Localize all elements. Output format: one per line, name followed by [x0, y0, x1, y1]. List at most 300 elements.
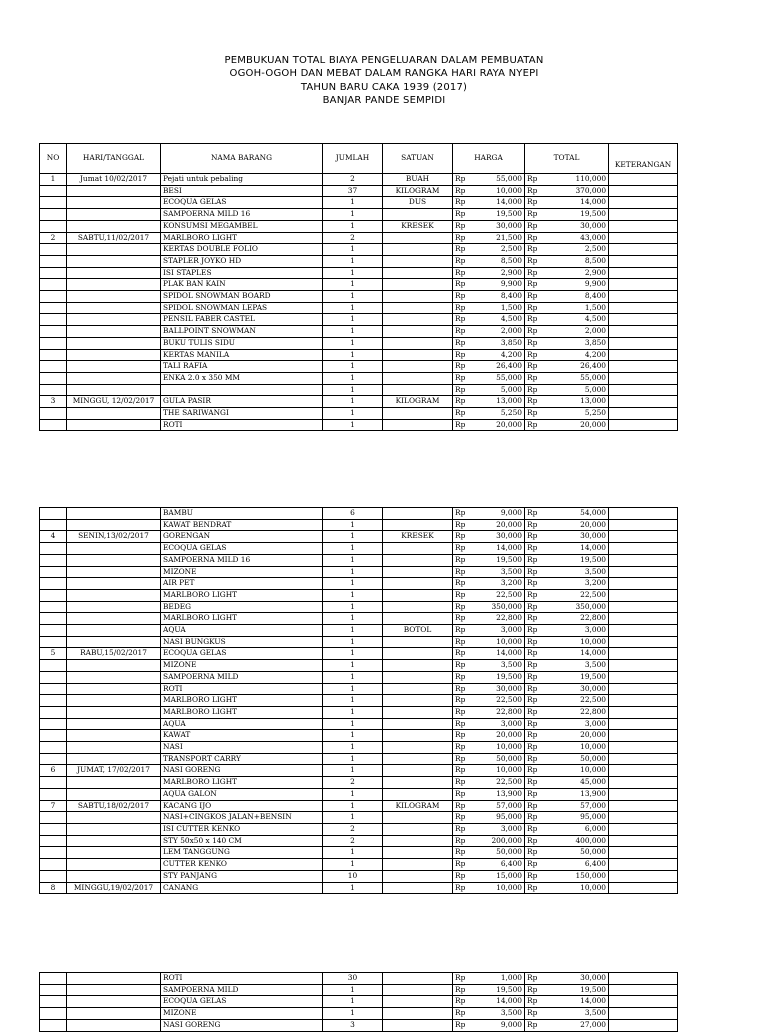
cell-unit: [383, 279, 453, 291]
cell-price: 5,000: [467, 384, 525, 396]
cell-item: PENSIL FABER CASTEL: [161, 314, 323, 326]
cell-unit: [383, 835, 453, 847]
cell-total: 350,000: [539, 601, 609, 613]
cell-note: [609, 765, 678, 777]
cell-note: [609, 706, 678, 718]
cell-qty: 1: [323, 847, 383, 859]
table-row: [40, 660, 678, 672]
cell-date: Jumat 10/02/2017: [67, 174, 161, 186]
cell-price: 1,000: [467, 973, 525, 985]
cell-item: SAMPOERNA MILD 16: [161, 209, 323, 221]
table-row: [40, 220, 678, 232]
cell-total-currency: Rp: [525, 882, 539, 894]
cell-total: 6,000: [539, 823, 609, 835]
cell-total: 26,400: [539, 361, 609, 373]
cell-price-currency: Rp: [453, 812, 467, 824]
cell-price-currency: Rp: [453, 800, 467, 812]
cell-total: 5,000: [539, 384, 609, 396]
cell-qty: 1: [323, 718, 383, 730]
table-row: [40, 396, 678, 408]
cell-no: [40, 384, 67, 396]
cell-item: THE SARIWANGI: [161, 408, 323, 420]
cell-qty: 1: [323, 396, 383, 408]
cell-total: 19,500: [539, 671, 609, 683]
cell-total: 3,000: [539, 718, 609, 730]
cell-no: [40, 372, 67, 384]
cell-unit: [383, 302, 453, 314]
cell-note: [609, 788, 678, 800]
cell-no: [40, 589, 67, 601]
cell-note: [609, 812, 678, 824]
cell-price: 2,500: [467, 244, 525, 256]
cell-total-currency: Rp: [525, 636, 539, 648]
cell-no: [40, 326, 67, 338]
cell-no: [40, 543, 67, 555]
table-row: [40, 508, 678, 520]
cell-unit: [383, 706, 453, 718]
table-row: [40, 800, 678, 812]
cell-note: [609, 314, 678, 326]
table-row: [40, 753, 678, 765]
cell-note: [609, 823, 678, 835]
cell-unit: [383, 361, 453, 373]
cell-date: JUMAT, 17/02/2017: [67, 765, 161, 777]
cell-price: 15,000: [467, 870, 525, 882]
table-row: [40, 695, 678, 707]
cell-price: 3,000: [467, 823, 525, 835]
cell-note: [609, 267, 678, 279]
cell-total-currency: Rp: [525, 337, 539, 349]
cell-no: [40, 337, 67, 349]
cell-no: [40, 718, 67, 730]
cell-price: 8,500: [467, 255, 525, 267]
cell-date: [67, 349, 161, 361]
table-header-row: [40, 144, 678, 174]
cell-total: 10,000: [539, 882, 609, 894]
cell-date: [67, 244, 161, 256]
cell-no: [40, 742, 67, 754]
cell-note: [609, 1008, 678, 1020]
cell-price-currency: Rp: [453, 625, 467, 637]
cell-qty: 1: [323, 984, 383, 996]
cell-note: [609, 835, 678, 847]
table-row: [40, 996, 678, 1008]
table-row: [40, 788, 678, 800]
table-row: [40, 326, 678, 338]
cell-qty: 30: [323, 973, 383, 985]
cell-total: 14,000: [539, 996, 609, 1008]
table-row: [40, 209, 678, 221]
cell-qty: 1: [323, 554, 383, 566]
cell-total: 19,500: [539, 984, 609, 996]
cell-unit: [383, 648, 453, 660]
cell-note: [609, 255, 678, 267]
cell-price: 2,900: [467, 267, 525, 279]
cell-total-currency: Rp: [525, 1008, 539, 1020]
cell-total-currency: Rp: [525, 996, 539, 1008]
cell-note: [609, 531, 678, 543]
cell-price: 9,000: [467, 1019, 525, 1031]
cell-qty: 2: [323, 232, 383, 244]
cell-note: [609, 408, 678, 420]
cell-qty: 1: [323, 625, 383, 637]
cell-no: [40, 996, 67, 1008]
cell-unit: [383, 543, 453, 555]
table-row: [40, 984, 678, 996]
cell-item: [161, 384, 323, 396]
cell-total-currency: Rp: [525, 396, 539, 408]
cell-total: 30,000: [539, 683, 609, 695]
cell-unit: [383, 870, 453, 882]
cell-qty: 1: [323, 349, 383, 361]
cell-total: 20,000: [539, 419, 609, 431]
cell-price: 8,400: [467, 291, 525, 303]
cell-total-currency: Rp: [525, 554, 539, 566]
cell-note: [609, 185, 678, 197]
cell-price: 6,400: [467, 859, 525, 871]
cell-total-currency: Rp: [525, 730, 539, 742]
cell-total: 30,000: [539, 973, 609, 985]
cell-note: [609, 326, 678, 338]
cell-date: [67, 601, 161, 613]
cell-unit: [383, 566, 453, 578]
cell-qty: 1: [323, 800, 383, 812]
cell-total: 50,000: [539, 847, 609, 859]
cell-no: [40, 1019, 67, 1031]
cell-item: MIZONE: [161, 566, 323, 578]
cell-total: 150,000: [539, 870, 609, 882]
cell-total: 20,000: [539, 519, 609, 531]
cell-no: [40, 706, 67, 718]
cell-total-currency: Rp: [525, 244, 539, 256]
cell-date: [67, 1008, 161, 1020]
cell-item: KERTAS DOUBLE FOLIO: [161, 244, 323, 256]
cell-price-currency: Rp: [453, 859, 467, 871]
cell-price: 30,000: [467, 683, 525, 695]
cell-total: 2,900: [539, 267, 609, 279]
cell-price-currency: Rp: [453, 267, 467, 279]
cell-price: 26,400: [467, 361, 525, 373]
cell-total-currency: Rp: [525, 601, 539, 613]
table-row: [40, 706, 678, 718]
cell-total-currency: Rp: [525, 589, 539, 601]
cell-price-currency: Rp: [453, 174, 467, 186]
cell-price-currency: Rp: [453, 255, 467, 267]
cell-no: [40, 291, 67, 303]
cell-item: MARLBORO LIGHT: [161, 695, 323, 707]
cell-qty: 6: [323, 508, 383, 520]
cell-price-currency: Rp: [453, 788, 467, 800]
cell-date: [67, 706, 161, 718]
cell-no: [40, 185, 67, 197]
cell-price: 19,500: [467, 554, 525, 566]
cell-qty: 2: [323, 823, 383, 835]
cell-item: ROTI: [161, 973, 323, 985]
cell-note: [609, 396, 678, 408]
cell-no: [40, 973, 67, 985]
cell-unit: [383, 973, 453, 985]
cell-price-currency: Rp: [453, 847, 467, 859]
cell-unit: [383, 996, 453, 1008]
table-row: [40, 835, 678, 847]
cell-note: [609, 543, 678, 555]
cell-note: [609, 302, 678, 314]
cell-total: 14,000: [539, 197, 609, 209]
cell-unit: [383, 812, 453, 824]
cell-date: [67, 279, 161, 291]
cell-no: [40, 519, 67, 531]
cell-total-currency: Rp: [525, 1019, 539, 1031]
cell-no: 5: [40, 648, 67, 660]
cell-total-currency: Rp: [525, 314, 539, 326]
cell-price-currency: Rp: [453, 244, 467, 256]
cell-total-currency: Rp: [525, 232, 539, 244]
cell-no: [40, 683, 67, 695]
cell-total: 3,500: [539, 1008, 609, 1020]
cell-qty: 1: [323, 753, 383, 765]
cell-note: [609, 519, 678, 531]
cell-item: STY 50x50 x 140 CM: [161, 835, 323, 847]
cell-total: 110,000: [539, 174, 609, 186]
cell-price: 20,000: [467, 419, 525, 431]
cell-unit: [383, 244, 453, 256]
cell-qty: 2: [323, 174, 383, 186]
cell-no: [40, 777, 67, 789]
cell-price: 350,000: [467, 601, 525, 613]
cell-item: ISI CUTTER KENKO: [161, 823, 323, 835]
cell-qty: 1: [323, 255, 383, 267]
cell-price-currency: Rp: [453, 519, 467, 531]
cell-total-currency: Rp: [525, 267, 539, 279]
cell-note: [609, 742, 678, 754]
cell-unit: [383, 742, 453, 754]
cell-date: [67, 730, 161, 742]
cell-note: [609, 695, 678, 707]
cell-unit: [383, 267, 453, 279]
cell-total-currency: Rp: [525, 823, 539, 835]
cell-price: 30,000: [467, 220, 525, 232]
cell-item: CANANG: [161, 882, 323, 894]
cell-total: 3,000: [539, 625, 609, 637]
cell-no: [40, 220, 67, 232]
cell-qty: 1: [323, 706, 383, 718]
cell-date: [67, 613, 161, 625]
expense-table-page-3: [39, 972, 678, 1032]
cell-price: 3,000: [467, 718, 525, 730]
cell-no: [40, 625, 67, 637]
cell-item: MARLBORO LIGHT: [161, 589, 323, 601]
cell-date: [67, 671, 161, 683]
table-row: [40, 372, 678, 384]
cell-price: 10,000: [467, 742, 525, 754]
cell-total-currency: Rp: [525, 408, 539, 420]
cell-date: [67, 823, 161, 835]
cell-total-currency: Rp: [525, 279, 539, 291]
cell-price-currency: Rp: [453, 396, 467, 408]
cell-no: 8: [40, 882, 67, 894]
cell-total-currency: Rp: [525, 777, 539, 789]
cell-price: 55,000: [467, 174, 525, 186]
cell-total-currency: Rp: [525, 519, 539, 531]
cell-date: [67, 267, 161, 279]
cell-qty: 1: [323, 302, 383, 314]
cell-date: [67, 554, 161, 566]
cell-no: [40, 613, 67, 625]
cell-price: 3,500: [467, 1008, 525, 1020]
cell-total-currency: Rp: [525, 291, 539, 303]
cell-note: [609, 601, 678, 613]
cell-qty: 1: [323, 695, 383, 707]
cell-price: 9,000: [467, 508, 525, 520]
cell-price-currency: Rp: [453, 695, 467, 707]
cell-item: ECOQUA GELAS: [161, 996, 323, 1008]
header-note: KETERANGAN: [609, 144, 678, 174]
title-line: PEMBUKUAN TOTAL BIAYA PENGELUARAN DALAM PEMBUATAN: [224, 55, 544, 66]
cell-date: [67, 543, 161, 555]
cell-price-currency: Rp: [453, 337, 467, 349]
table-row: [40, 742, 678, 754]
cell-unit: [383, 613, 453, 625]
cell-item: TRANSPORT CARRY: [161, 753, 323, 765]
title-line: OGOH-OGOH DAN MEBAT DALAM RANGKA HARI RAYA NYEPI: [229, 68, 539, 80]
table-row: [40, 519, 678, 531]
cell-price: 57,000: [467, 800, 525, 812]
cell-total: 10,000: [539, 742, 609, 754]
cell-price-currency: Rp: [453, 408, 467, 420]
cell-no: [40, 209, 67, 221]
cell-qty: 1: [323, 788, 383, 800]
cell-unit: [383, 859, 453, 871]
cell-price-currency: Rp: [453, 361, 467, 373]
cell-price-currency: Rp: [453, 566, 467, 578]
cell-date: [67, 302, 161, 314]
cell-total: 2,500: [539, 244, 609, 256]
cell-no: [40, 660, 67, 672]
cell-no: [40, 197, 67, 209]
cell-price-currency: Rp: [453, 232, 467, 244]
cell-date: [67, 636, 161, 648]
cell-total-currency: Rp: [525, 384, 539, 396]
cell-price-currency: Rp: [453, 291, 467, 303]
cell-price: 3,850: [467, 337, 525, 349]
cell-note: [609, 882, 678, 894]
document-title: [0, 54, 768, 108]
cell-price: 20,000: [467, 519, 525, 531]
cell-price: 10,000: [467, 636, 525, 648]
cell-unit: [383, 554, 453, 566]
cell-price-currency: Rp: [453, 753, 467, 765]
cell-date: [67, 777, 161, 789]
cell-unit: [383, 683, 453, 695]
cell-price: 20,000: [467, 730, 525, 742]
cell-price-currency: Rp: [453, 1019, 467, 1031]
cell-total: 13,000: [539, 396, 609, 408]
cell-date: [67, 859, 161, 871]
table-row: [40, 683, 678, 695]
cell-item: KAWAT: [161, 730, 323, 742]
cell-total: 3,850: [539, 337, 609, 349]
cell-note: [609, 349, 678, 361]
cell-total: 43,000: [539, 232, 609, 244]
cell-price-currency: Rp: [453, 742, 467, 754]
table-row: [40, 255, 678, 267]
cell-unit: [383, 765, 453, 777]
cell-total-currency: Rp: [525, 372, 539, 384]
cell-date: [67, 742, 161, 754]
table-row: [40, 291, 678, 303]
cell-total-currency: Rp: [525, 753, 539, 765]
table-row: [40, 777, 678, 789]
cell-total: 1,500: [539, 302, 609, 314]
cell-qty: 1: [323, 372, 383, 384]
cell-qty: 1: [323, 267, 383, 279]
cell-price-currency: Rp: [453, 349, 467, 361]
cell-item: AQUA: [161, 625, 323, 637]
cell-price-currency: Rp: [453, 706, 467, 718]
cell-total: 57,000: [539, 800, 609, 812]
cell-no: [40, 508, 67, 520]
cell-unit: [383, 419, 453, 431]
cell-note: [609, 613, 678, 625]
cell-unit: [383, 984, 453, 996]
cell-price: 21,500: [467, 232, 525, 244]
cell-date: [67, 337, 161, 349]
cell-item: BALLPOINT SNOWMAN: [161, 326, 323, 338]
cell-no: [40, 823, 67, 835]
cell-total: 30,000: [539, 220, 609, 232]
table-row: [40, 554, 678, 566]
cell-price: 9,900: [467, 279, 525, 291]
cell-date: [67, 683, 161, 695]
cell-date: [67, 695, 161, 707]
cell-price-currency: Rp: [453, 419, 467, 431]
table-row: [40, 185, 678, 197]
cell-qty: 1: [323, 244, 383, 256]
cell-note: [609, 197, 678, 209]
cell-price: 2,000: [467, 326, 525, 338]
cell-price-currency: Rp: [453, 384, 467, 396]
cell-price-currency: Rp: [453, 185, 467, 197]
cell-item: ISI STAPLES: [161, 267, 323, 279]
cell-total: 50,000: [539, 753, 609, 765]
cell-price-currency: Rp: [453, 601, 467, 613]
cell-date: [67, 788, 161, 800]
cell-no: [40, 244, 67, 256]
cell-total-currency: Rp: [525, 706, 539, 718]
cell-item: KACANG IJO: [161, 800, 323, 812]
cell-price: 19,500: [467, 984, 525, 996]
table-row: [40, 408, 678, 420]
cell-date: [67, 372, 161, 384]
cell-note: [609, 660, 678, 672]
cell-price-currency: Rp: [453, 660, 467, 672]
cell-price-currency: Rp: [453, 302, 467, 314]
cell-price-currency: Rp: [453, 314, 467, 326]
cell-total-currency: Rp: [525, 566, 539, 578]
table-row: [40, 812, 678, 824]
title-line: TAHUN BARU CAKA 1939 (2017): [300, 81, 468, 93]
cell-qty: 1: [323, 326, 383, 338]
cell-unit: [383, 718, 453, 730]
cell-note: [609, 244, 678, 256]
table-row: [40, 870, 678, 882]
cell-total: 19,500: [539, 554, 609, 566]
cell-note: [609, 566, 678, 578]
cell-note: [609, 753, 678, 765]
cell-no: [40, 847, 67, 859]
cell-total-currency: Rp: [525, 613, 539, 625]
cell-price: 4,500: [467, 314, 525, 326]
